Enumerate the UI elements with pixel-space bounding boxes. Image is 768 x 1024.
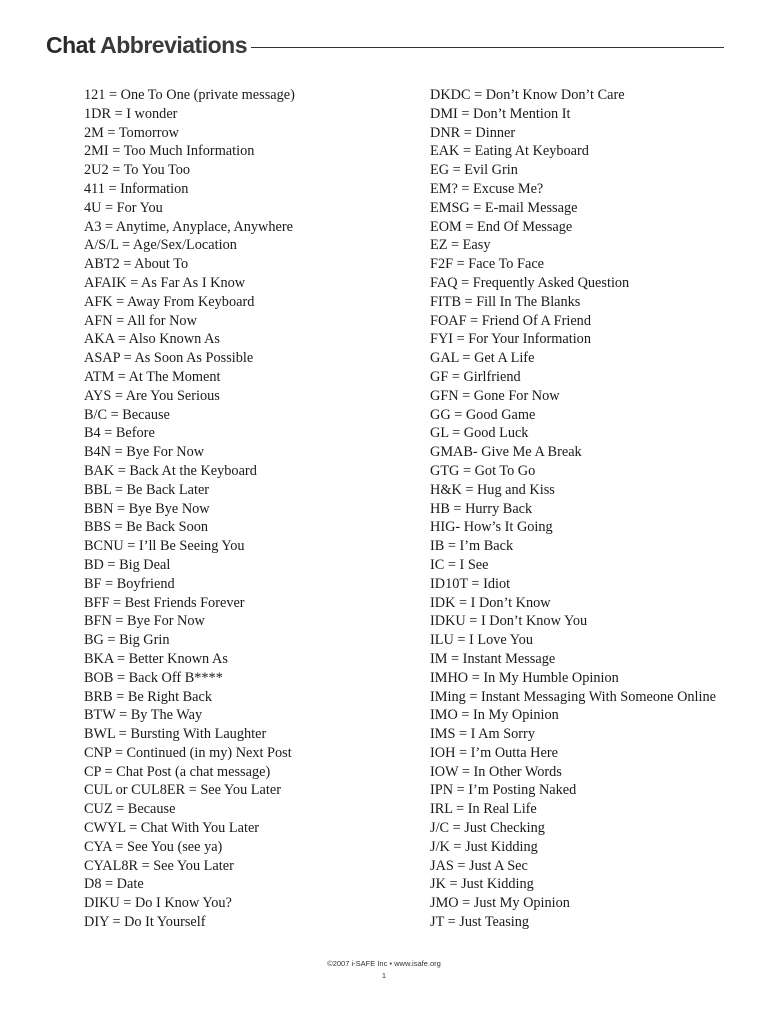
abbreviation-entry: H&K = Hug and Kiss <box>430 481 555 498</box>
abbreviation-entry: F2F = Face To Face <box>430 256 545 273</box>
abbreviation-entry: 4U = For You <box>84 199 163 216</box>
abbreviation-entry: HIG- How’s It Going <box>430 519 553 536</box>
abbreviation-entry: BCNU = I’ll Be Seeing You <box>84 538 245 555</box>
abbreviation-entry: 2U2 = To You Too <box>84 162 191 179</box>
page-number: 1 <box>381 971 387 980</box>
abbreviation-entry: BAK = Back At the Keyboard <box>84 462 257 479</box>
abbreviation-entry: 1DR = I wonder <box>84 105 178 122</box>
abbreviation-entry: HB = Hurry Back <box>430 500 533 517</box>
abbreviation-entry: 2MI = Too Much Information <box>84 143 255 160</box>
abbreviation-entry: GMAB- Give Me A Break <box>430 444 582 461</box>
abbreviation-entry: IOH = I’m Outta Here <box>430 744 558 761</box>
right-abbreviation-column <box>430 86 716 932</box>
page-header <box>46 28 724 62</box>
abbreviation-entry: CUL or CUL8ER = See You Later <box>84 782 281 799</box>
abbreviation-entry: BWL = Bursting With Laughter <box>84 726 267 743</box>
abbreviation-entry: EM? = Excuse Me? <box>430 180 544 197</box>
abbreviation-entry: CWYL = Chat With You Later <box>84 820 260 837</box>
abbreviation-entry: ABT2 = About To <box>84 256 189 273</box>
abbreviation-entry: AFAIK = As Far As I Know <box>84 274 246 291</box>
abbreviation-entry: BTW = By The Way <box>84 707 203 724</box>
abbreviation-entry: IM = Instant Message <box>430 650 556 667</box>
abbreviation-entry: IMing = Instant Messaging With Someone Online <box>430 688 716 705</box>
abbreviation-entry: B4 = Before <box>84 425 155 442</box>
abbreviation-entry: JT = Just Teasing <box>430 914 530 931</box>
abbreviation-entry: EZ = Easy <box>430 237 491 254</box>
abbreviation-entry: BG = Big Grin <box>84 632 170 649</box>
abbreviation-entry: EG = Evil Grin <box>430 162 518 179</box>
abbreviation-entry: GTG = Got To Go <box>430 462 536 479</box>
abbreviation-entry: IDKU = I Don’t Know You <box>430 613 588 630</box>
abbreviation-entry: JAS = Just A Sec <box>430 857 528 874</box>
abbreviation-entry: JK = Just Kidding <box>430 876 534 893</box>
abbreviation-entry: AYS = Are You Serious <box>84 387 220 404</box>
abbreviation-entry: BKA = Better Known As <box>84 650 228 667</box>
abbreviation-entry: B/C = Because <box>84 406 170 423</box>
abbreviation-entry: BRB = Be Right Back <box>84 688 213 705</box>
abbreviation-entry: 121 = One To One (private message) <box>84 87 295 103</box>
abbreviation-entry: AFK = Away From Keyboard <box>84 293 255 310</box>
abbreviation-entry: AFN = All for Now <box>84 312 197 329</box>
abbreviation-entry: DIKU = Do I Know You? <box>84 895 232 912</box>
abbreviation-entry: FYI = For Your Information <box>430 331 591 348</box>
abbreviation-entry: B4N = Bye For Now <box>84 444 205 461</box>
abbreviation-entry: BBL = Be Back Later <box>84 481 210 498</box>
abbreviation-entry: 411 = Information <box>84 180 189 197</box>
abbreviation-entry: J/K = Just Kidding <box>430 838 538 855</box>
abbreviation-entry: BOB = Back Off B**** <box>84 669 223 686</box>
abbreviation-entry: IDK = I Don’t Know <box>430 594 551 611</box>
left-abbreviation-column <box>84 86 295 932</box>
abbreviation-entry: FITB = Fill In The Blanks <box>430 293 581 310</box>
abbreviation-entry: A3 = Anytime, Anyplace, Anywhere <box>84 218 293 235</box>
page-title <box>46 32 247 59</box>
abbreviation-entry: GFN = Gone For Now <box>430 387 560 404</box>
abbreviation-entry: BBN = Bye Bye Now <box>84 500 210 517</box>
abbreviation-entry: CYA = See You (see ya) <box>84 838 223 855</box>
abbreviation-entry: EAK = Eating At Keyboard <box>430 143 589 160</box>
abbreviation-entry: ASAP = As Soon As Possible <box>84 350 254 367</box>
abbreviation-entry: ID10T = Idiot <box>430 575 511 592</box>
abbreviation-entry: DIY = Do It Yourself <box>84 914 206 931</box>
abbreviation-entry: IMHO = In My Humble Opinion <box>430 669 619 686</box>
abbreviation-entry: GF = Girlfriend <box>430 368 521 385</box>
abbreviation-entry: BD = Big Deal <box>84 556 171 573</box>
abbreviation-entry: GL = Good Luck <box>430 425 529 442</box>
abbreviation-entry: FAQ = Frequently Asked Question <box>430 274 630 291</box>
abbreviation-entry: GG = Good Game <box>430 406 536 423</box>
abbreviation-entry: A/S/L = Age/Sex/Location <box>84 237 237 254</box>
abbreviation-entry: BF = Boyfriend <box>84 575 175 592</box>
abbreviation-entry: BBS = Be Back Soon <box>84 519 209 536</box>
abbreviation-entry: EOM = End Of Message <box>430 218 573 235</box>
abbreviation-entry: EMSG = E-mail Message <box>430 199 578 216</box>
title-word-abbreviations: Abbreviations <box>100 31 247 58</box>
abbreviation-entry: ILU = I Love You <box>430 632 533 649</box>
header-rule <box>251 47 724 48</box>
abbreviation-entry: D8 = Date <box>84 876 144 893</box>
abbreviation-entry: IB = I’m Back <box>430 538 514 555</box>
abbreviation-entry: J/C = Just Checking <box>430 820 545 837</box>
abbreviation-entry: IC = I See <box>430 556 489 573</box>
abbreviation-entry: IMO = In My Opinion <box>430 707 559 724</box>
abbreviation-entry: GAL = Get A Life <box>430 350 535 367</box>
abbreviation-entry: ATM = At The Moment <box>84 368 221 385</box>
abbreviation-entry: CP = Chat Post (a chat message) <box>84 763 271 780</box>
abbreviation-entry: AKA = Also Known As <box>84 331 220 348</box>
abbreviation-entry: FOAF = Friend Of A Friend <box>430 312 591 329</box>
abbreviation-entry: DNR = Dinner <box>430 124 516 141</box>
abbreviation-entry: IPN = I’m Posting Naked <box>430 782 577 799</box>
abbreviation-entry: IOW = In Other Words <box>430 763 562 780</box>
abbreviation-entry: BFN = Bye For Now <box>84 613 205 630</box>
abbreviation-entry: JMO = Just My Opinion <box>430 895 570 912</box>
abbreviation-entry: 2M = Tomorrow <box>84 124 179 141</box>
abbreviation-entry: CYAL8R = See You Later <box>84 857 234 874</box>
copyright-notice: ©2007 i-SAFE Inc • www.isafe.org <box>327 959 441 968</box>
abbreviation-entry: DMI = Don’t Mention It <box>430 105 571 122</box>
page-footer <box>0 958 768 982</box>
abbreviation-entry: CNP = Continued (in my) Next Post <box>84 744 292 761</box>
abbreviation-entry: CUZ = Because <box>84 801 176 818</box>
abbreviation-entry: DKDC = Don’t Know Don’t Care <box>430 87 625 103</box>
abbreviation-entry: IRL = In Real Life <box>430 801 537 818</box>
abbreviation-entry: IMS = I Am Sorry <box>430 726 535 743</box>
title-word-chat: Chat <box>46 31 96 58</box>
abbreviation-entry: BFF = Best Friends Forever <box>84 594 245 611</box>
